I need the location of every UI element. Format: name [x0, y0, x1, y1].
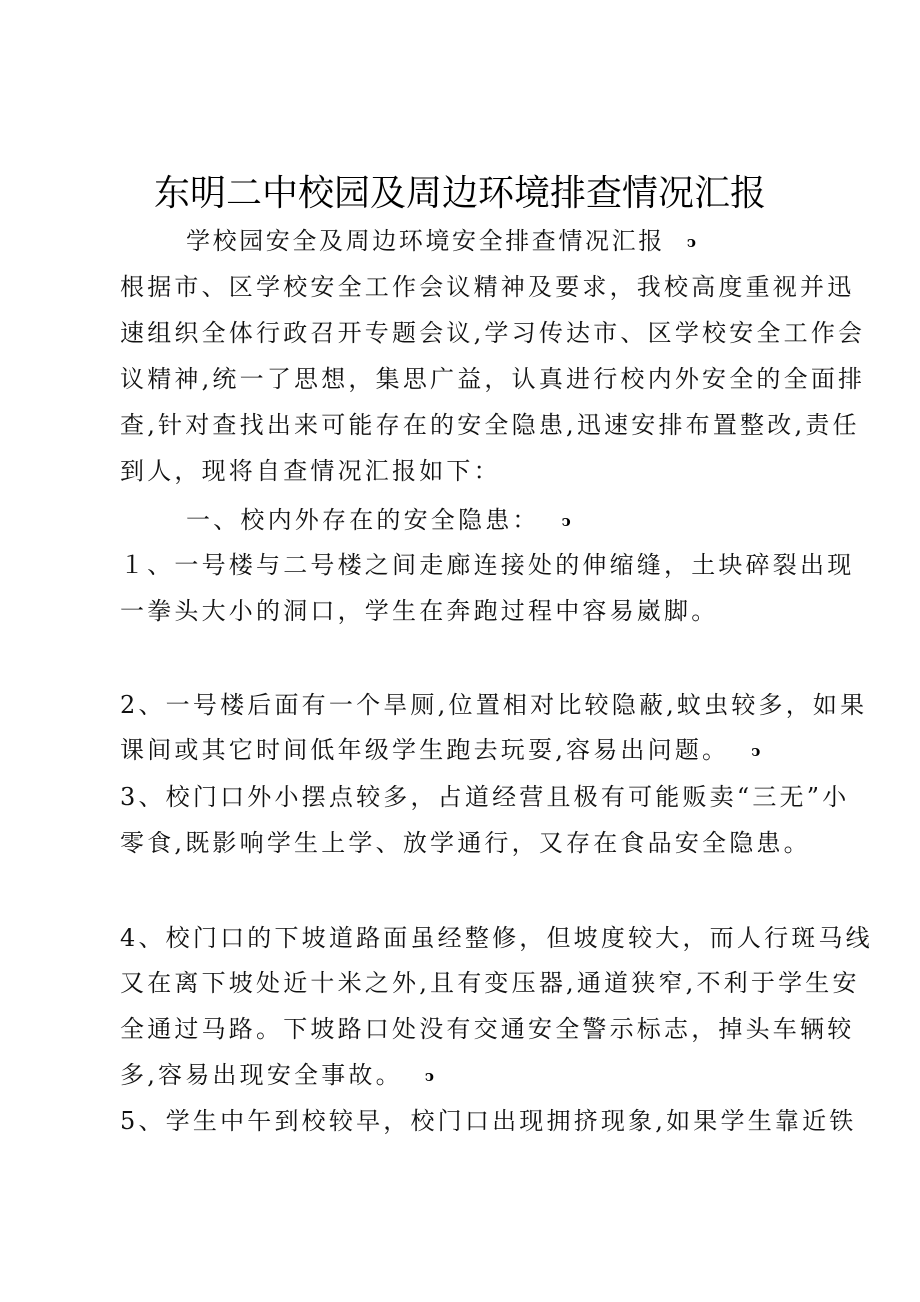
text-line — [120, 364, 866, 394]
text-line-content: １、一号楼与二号楼之间走廊连接处的伸缩缝，土块碎裂出现 — [120, 551, 855, 579]
text-line-content: 一、校内外存在的安全隐患： — [186, 506, 540, 534]
text-line-content: 2、一号楼后面有一个旱厕,位置相对比较隐蔽,蚊虫较多，如果 — [120, 691, 868, 719]
text-line — [120, 1106, 857, 1136]
text-line-content: 多,容易出现安全事故。 — [120, 1061, 403, 1089]
text-line-content: 查,针对查找出来可能存在的安全隐患,迅速安排布置整改,责任 — [120, 411, 860, 439]
text-line — [120, 1014, 855, 1044]
subtitle-text: 学校园安全及周边环境安全排查情况汇报 — [186, 227, 665, 255]
text-line — [186, 505, 886, 538]
text-line-content: 全通过马路。下坡路口处没有交通安全警示标志，掉头车辆较 — [120, 1015, 855, 1043]
text-line — [120, 782, 850, 812]
text-line-content: 一拳头大小的洞口，学生在奔跑过程中容易崴脚。 — [120, 597, 719, 625]
document-title: 东明二中校园及周边环境排查情况汇报 — [153, 173, 766, 214]
text-line — [120, 318, 866, 348]
text-line — [120, 456, 820, 486]
text-line — [120, 272, 855, 302]
text-line-content: 议精神,统一了思想，集思广益，认真进行校内外安全的全面排 — [120, 365, 866, 393]
text-line-content: 3、校门口外小摆点较多，占道经营且极有可能贩卖“三无”小 — [120, 783, 850, 811]
text-line — [120, 690, 868, 720]
text-line — [120, 1060, 820, 1093]
text-line — [120, 596, 820, 626]
text-line-content: 4、校门口的下坡道路面虽经整修，但坡度较大，而人行斑马线 — [120, 924, 873, 952]
text-line-content: 速组织全体行政召开专题会议,学习传达市、区学校安全工作会 — [120, 319, 866, 347]
text-line — [120, 735, 820, 768]
text-line — [120, 968, 860, 998]
paragraph-mark-icon: ↄ — [424, 1067, 438, 1085]
text-line — [120, 410, 860, 440]
text-line-content: 又在离下坡处近十米之外,且有变压器,通道狭窄,不利于学生安 — [120, 969, 860, 997]
text-line — [120, 923, 873, 953]
paragraph-mark-icon: ↄ — [751, 742, 764, 760]
paragraph-mark-icon: ↄ — [686, 233, 699, 251]
text-line — [120, 828, 820, 858]
text-line-content: 零食,既影响学生上学、放学通行，又存在食品安全隐患。 — [120, 829, 811, 857]
paragraph-mark-icon: ↄ — [561, 512, 574, 530]
document-subtitle — [186, 226, 886, 259]
text-line-content: 到人，现将自查情况汇报如下： — [120, 457, 501, 485]
text-line-content: 课间或其它时间低年级学生跑去玩耍,容易出问题。 — [120, 736, 730, 764]
text-line-content: 5、学生中午到校较早，校门口出现拥挤现象,如果学生靠近铁 — [120, 1107, 857, 1135]
text-line — [120, 550, 855, 580]
text-line-content: 根据市、区学校安全工作会议精神及要求，我校高度重视并迅 — [120, 273, 855, 301]
